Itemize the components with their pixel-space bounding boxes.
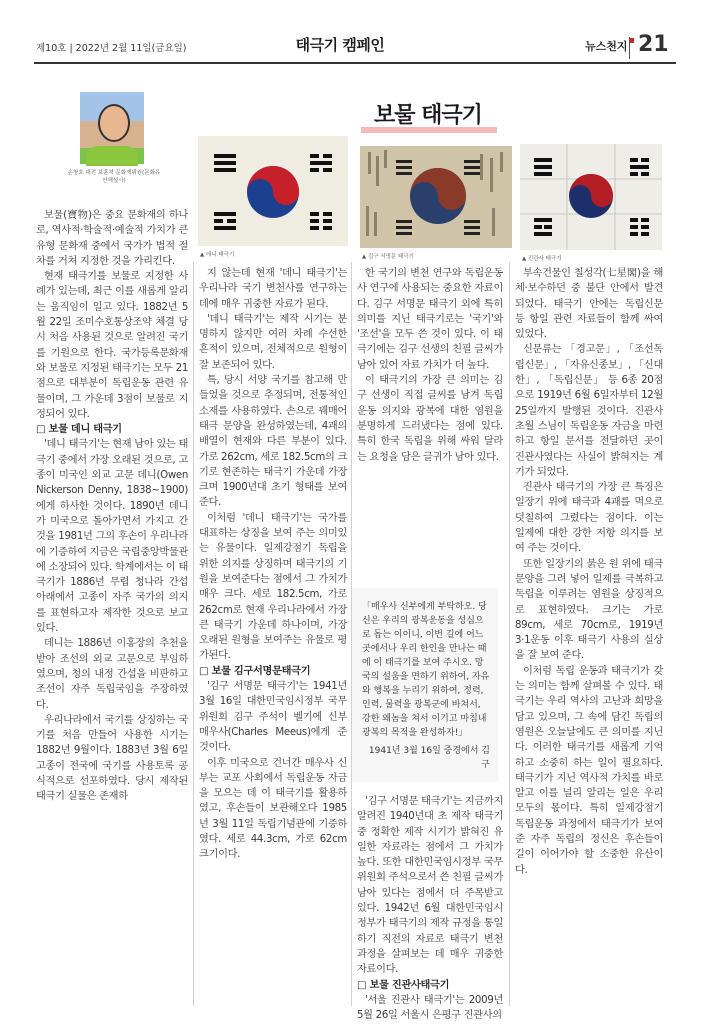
paragraph: 데니는 1886년 이홍장의 추천을 받아 조선의 외교 고문으로 부임하였으며, 청의 내정 간섭을 비판하고 조선이 자주 독립국임을 주장하였다. <box>36 638 188 711</box>
paragraph: 우리나라에서 국기를 상징하는 국기를 처음 만들어 사용한 시기는 1882년 9월이다. 1883년 3월 6일 고종이 전국에 국기를 사용토록 공식적으로 선포하였다. 당시 제작된 태극기 실물은 존재하 <box>36 714 188 803</box>
kimgu-quote-source: 1941년 3월 16일 중경에서 김구 <box>368 746 490 770</box>
article-column-1 <box>36 208 188 1006</box>
paragraph: '김구 서명문 태극기'는 지금까지 알려진 1940년대 초 제작 태극기 중 정확한 제작 시기가 밝혀진 유일한 자료라는 점에서 그 가치가 높다. 또한 대한민국임시정부 국무위원회 주석으로서 쓴 친필 글씨가 남아 있다는 점에서 더 주목받고 있다. 1942년 6월 대한민국임시정부가 태극기의 제작 규정을 통일하기 직전의 자료로 태극기 변천 과정을 살펴보는 데 매우 귀중한 자료이다. <box>357 796 503 976</box>
jingwansa-flag-image <box>520 144 662 250</box>
photo-caption-jingwansa: ▲ 진관사 태극기 <box>522 256 562 262</box>
header-divider <box>629 37 630 59</box>
author-photo <box>80 92 144 164</box>
column-divider <box>509 262 510 1006</box>
paragraph: '데니 태극기'는 현재 남아 있는 태극기 중에서 가장 오래된 것으로, 고종이 미국인 외교 고문 데니(Owen Nickerson Denny, 1838~1900)에게 하사한 것이다. 1890년 데니가 미국으로 돌아가면서 가지고 간 것을 1981년 그의 후손이 우리나라에 기증하여 지금은 국립중앙박물관에 소장되어 있다. 학계에서는 이 태극기가 1886년 무렵 청나라 간섭 아래에서 고종이 자주 국가의 의지를 표현하고자 제작한 것으로 보고 있다. <box>36 439 188 635</box>
paragraph: '김구 서명문 태극기'는 1941년 3월 16일 대한민국임시정부 국무위원회 김구 주석이 벨기에 신부 매우사(Charles Meeus)에게 준 것이다. <box>199 681 347 754</box>
photo-caption-denny: ▲ 데니 태극기 <box>200 252 235 258</box>
article-title: 보물 태극기 <box>374 103 482 128</box>
article-column-3-top <box>357 266 503 584</box>
logo-text: 뉴스천지 <box>585 40 628 53</box>
header-rule <box>34 62 676 64</box>
paragraph: 지 않는데 현재 '데니 태극기'는 우리나라 국기 변천사를 연구하는 데에 매우 귀중한 자료가 된다. <box>199 268 347 310</box>
paragraph: 이처럼 독립 운동과 태극기가 갖는 의미는 함께 살펴볼 수 있다. 태극기는 우리 역사의 고난과 희망을 담고 있으며, 그 속에 담긴 독립의 염원은 오늘날에도 큰 의미를 지닌다. 이러한 태극기를 새롭게 기억하고 소중히 하는 일이 필요하다. 태극기가 지닌 역사적 가치를 바로 알고 이를 널리 알리는 일은 우리 모두의 몫이다. 특히 일제강점기 독립운동 과정에서 태극기가 보여 준 자주 독립의 정신은 후손들이 길이 이어가야 할 소중한 유산이다. <box>515 665 663 876</box>
author-face <box>98 104 130 142</box>
paragraph: 진관사 태극기의 가장 큰 특징은 일장기 위에 태극과 4괘를 먹으로 덧칠하여 그렸다는 점이다. 이는 일제에 대한 강한 저항 의지를 보여 주는 것이다. <box>515 482 663 555</box>
author-shirt <box>86 146 138 166</box>
paragraph: 이 태극기의 가장 큰 의미는 김구 선생이 직접 글씨를 남겨 독립운동 의지와 광복에 대한 염원을 분명하게 드러냈다는 점에 있다. 특히 한국 독립을 위해 싸워 달라는 요청을 담은 글귀가 남아 있다. <box>357 375 503 463</box>
paragraph: 이처럼 '데니 태극기'는 국가를 대표하는 상징을 보여 주는 의미있는 유물이다. 일제강점기 독립을 위한 의지를 상징하며 태극기의 기원을 보여준다는 점에서 그 가치가 매우 크다. 세로 182.5cm, 가로 262cm로 현재 우리나라에서 가장 큰 태극기 가운데 하나이며, 가장 오래된 원형을 보여주는 유물로 평가된다. <box>199 512 347 662</box>
kimgu-quote: 「매우사 신부에게 부탁하오. 당신은 우리의 광복운동을 성심으로 돕는 이이니, 이번 길에 어느 곳에서나 우리 한인을 만나는 때에 이 태극기를 보여 주시오. 망국의 설움을 면하기 위하여, 자유와 행복을 누리기 위하여, 정력, 인력, 물력을 광복군에 바쳐서, 강한 왜놈을 쳐서 이기고 마침내 광복의 목적을 완성하자!」 <box>362 602 490 738</box>
denny-flag-image <box>198 136 348 246</box>
section-title: 태극기 캠페인 <box>295 36 385 54</box>
paragraph: 특, 당시 서양 국기를 참고해 만들었을 것으로 추정되며, 전통적인 소재를 사용하였다. 손으로 꿰매어 태극 문양을 완성하였는데, 4괘의 배열이 현재와 다른 부분이 있다. 가로 262cm, 세로 182.5cm의 크기로 현존하는 태극기 가운데 가장 크며 1900년대 초기 형태를 보여 준다. <box>199 375 347 509</box>
paragraph: 또한 일장기의 붉은 원 위에 태극 문양을 그려 넣어 일제를 극복하고 독립을 이루려는 염원을 상징적으로 표현하였다. 크기는 가로 89cm, 세로 70cm로, 1919년 3·1운동 이후 태극기 사용의 실상을 잘 보여 준다. <box>515 558 663 662</box>
subheading-jingwansa: □ 보물 진관사태극기 <box>357 979 450 991</box>
newspaper-logo <box>585 38 634 54</box>
subheading-kimgu: □ 보물 김구서명문태극기 <box>199 665 311 677</box>
article-column-4 <box>515 266 663 1006</box>
denny-flag-photo <box>198 136 348 246</box>
paragraph: 부속건물인 칠성각(七星閣)을 해체·보수하던 중 불단 안에서 발견되었다. 태극기 안에는 독립신문 등 항일 관련 자료들이 함께 싸여 있었다. <box>515 268 663 341</box>
article-column-3-bottom <box>357 794 503 1022</box>
article-column-2 <box>199 266 347 1006</box>
author-caption: 손창호 대전 보훈처 문화재위원(문화유산해설사) <box>67 170 161 184</box>
paragraph: '데니 태극기'는 제작 시기는 분명하지 않지만 여러 차례 수선한 흔적이 있으며, 전체적으로 원형이 잘 보존되어 있다. <box>199 313 347 371</box>
paragraph: 한 국기의 변천 연구와 독립운동사 연구에 사용되는 중요한 자료이다. 김구 서명문 태극기 외에 특히 의미를 지닌 태극기로는 '국기'와 '조선'을 모두 쓴 것이 있다. 이 태극기에는 김구 선생의 친필 글씨가 남아 있어 자료 가치가 더 높다. <box>357 268 503 371</box>
kimgu-quote-box <box>352 588 498 782</box>
jingwansa-flag-photo <box>520 144 662 250</box>
page-number: 21 <box>638 32 669 57</box>
column-divider <box>193 262 194 1006</box>
photo-caption-kimgu: ▲ 김구 서명문 태극기 <box>362 254 414 260</box>
paragraph: 신문류는 「경고문」, 「조선독립신문」, 「자유신종보」, 「신대한」, 「독립신문」 등 6종 20점으로 1919년 6월 6일자부터 12월 25일까지 발행된 것이다. 진관사 초월 스님이 독립운동 자금을 마련하고 항일 문서를 전달하던 곳이 진관사였다는 사실이 밝혀지는 계기가 되었다. <box>515 344 663 478</box>
paragraph: 보물(寶物)은 중요 문화재의 하나로, 역사적·학술적·예술적 가치가 큰 유형 문화재 중에서 국가가 법적 절차를 거쳐 지정한 것을 가리킨다. <box>36 210 188 267</box>
paragraph: '서울 진관사 태극기'는 2009년 5월 26일 서울시 은평구 진관사의 <box>357 994 503 1022</box>
paragraph: 이후 미국으로 건너간 매우사 신부는 교포 사회에서 독립운동 자금을 모으는 데 이 태극기를 활용하였고, 후손들이 보관해오다 1985년 3월 11일 독립기념관에 기증하였다. 세로 44.3cm, 가로 62cm 크기이다. <box>199 757 347 861</box>
kimgu-flag-photo <box>360 146 512 248</box>
kimgu-flag-image <box>360 146 512 248</box>
paragraph: 현재 태극기를 보물로 지정한 사례가 있는데, 최근 이를 새롭게 알리는 움직임이 일고 있다. 1882년 5월 22일 조미수호통상조약 체결 당시 처음 사용된 것으로 알려진 국기를 기원으로 한다. 국가등록문화재와 보물로 지정된 태극기는 모두 21점으로 대부분이 독립운동 관련 유물이며, 그 가운데 3점이 보물로 지정되어 있다. <box>36 271 188 420</box>
issue-info: 제10호 | 2022년 2월 11일(금요일) <box>36 43 187 54</box>
subheading-denny: □ 보물 데니 태극기 <box>36 424 122 436</box>
